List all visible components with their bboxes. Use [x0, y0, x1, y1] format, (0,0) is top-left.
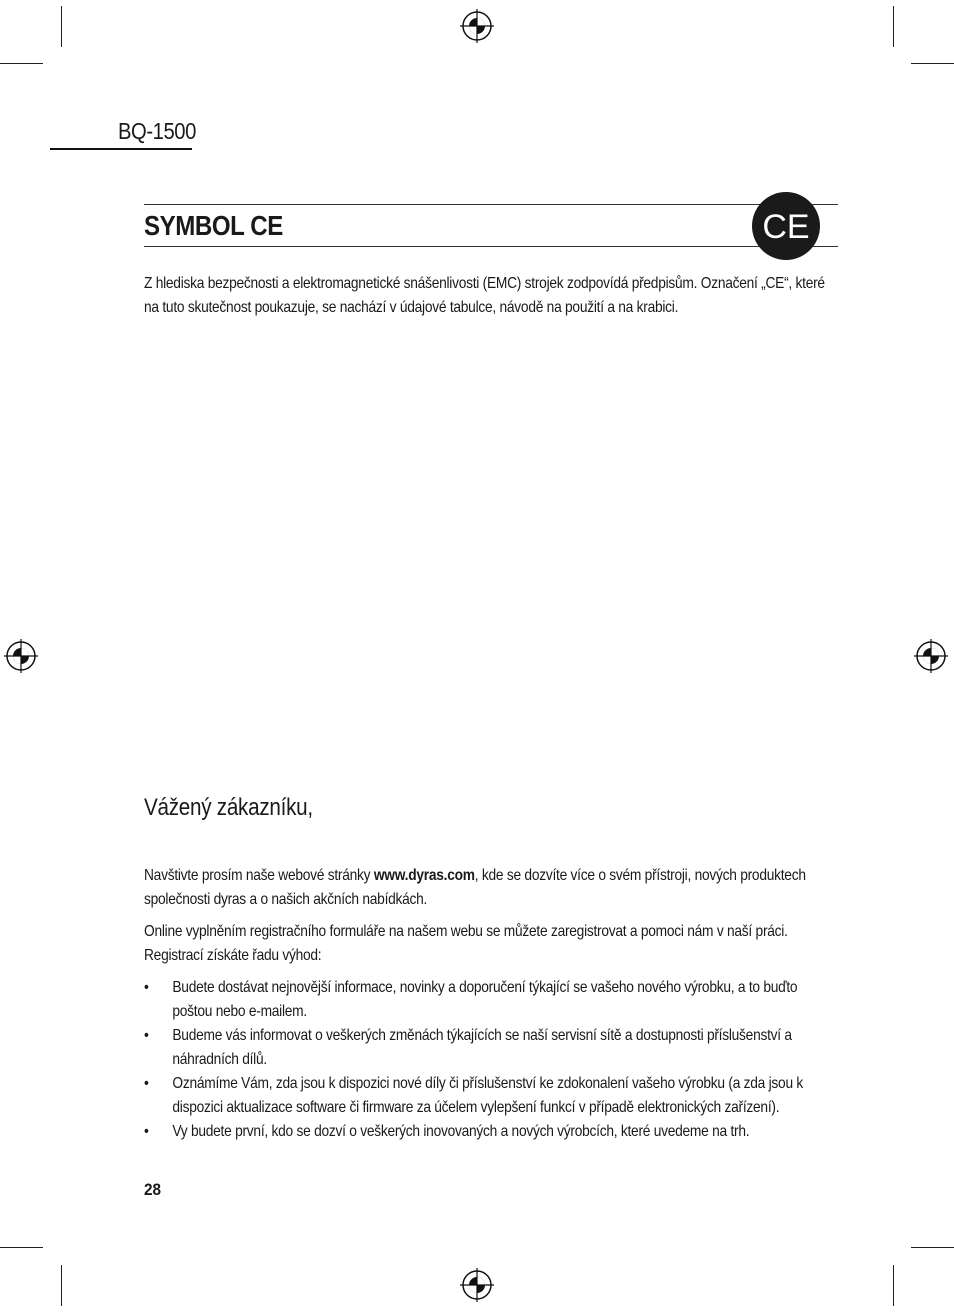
paragraph-website [144, 864, 841, 912]
crop-mark-icon [0, 1247, 43, 1248]
list-item: • Vy budete první, kdo se dozví o veškerých inovovaných a nových výrobcích, které uvedeme na trh. [144, 1120, 841, 1144]
benefits-list [144, 976, 841, 1144]
list-item: • Budeme vás informovat o veškerých změnách týkajících se naší servisní sítě a dostupnosti příslušenství a náhradních dílů. [144, 1024, 841, 1072]
list-item: • Oznámíme Vám, zda jsou k dispozici nové díly či příslušenství ke zdokonalení vašeho výrobku (a zda jsou k dispozici aktualizace software či firmware za účelem vylepšení funkcí v případě elektronických zařízení). [144, 1072, 841, 1120]
registration-mark-icon [914, 639, 948, 673]
ce-logo-text: CE [762, 208, 810, 246]
paragraph-website-rest: , kde se dozvíte více o svém přístroji, nových produktech společnosti dyras a o našich akčních nabídkách. [144, 867, 806, 908]
paragraph-registration: Online vyplněním registračního formuláře na našem webu se můžete zaregistrovat a pomoci nám v naší práci. Registrací získáte řadu výhod: [144, 923, 788, 964]
registration-mark-icon [4, 639, 38, 673]
registration-mark-icon [460, 1268, 494, 1302]
page-number: 28 [144, 1180, 162, 1199]
crop-mark-icon [61, 1265, 62, 1306]
model-number: BQ-1500 [118, 118, 196, 144]
crop-mark-icon [61, 6, 62, 47]
crop-mark-icon [893, 1265, 894, 1306]
greeting: Vážený zákazníku, [144, 794, 313, 821]
registration-mark-icon [460, 9, 494, 43]
section-bottom-rule [144, 246, 838, 247]
section-top-rule [144, 204, 838, 205]
website-link[interactable]: www.dyras.com [373, 867, 475, 884]
section-title: SYMBOL CE [144, 210, 283, 241]
list-item: • Budete dostávat nejnovější informace, novinky a doporučení týkající se vašeho nového výrobku, a to buďto poštou nebo e-mailem. [144, 976, 841, 1024]
ce-description: Z hlediska bezpečnosti a elektromagnetické snášenlivosti (EMC) strojek zodpovídá předpisům. Označení „CE“, které na tuto skutečnost poukazuje, se nachází v údajové tabulce, návodě na použití a na krabici. [144, 275, 825, 316]
crop-mark-icon [911, 1247, 954, 1248]
paragraph-website-intro: Navštivte prosím naše webové stránky [144, 867, 374, 884]
crop-mark-icon [911, 63, 954, 64]
model-underline [50, 148, 192, 150]
ce-mark-icon [751, 191, 821, 261]
crop-mark-icon [893, 6, 894, 47]
crop-mark-icon [0, 63, 43, 64]
